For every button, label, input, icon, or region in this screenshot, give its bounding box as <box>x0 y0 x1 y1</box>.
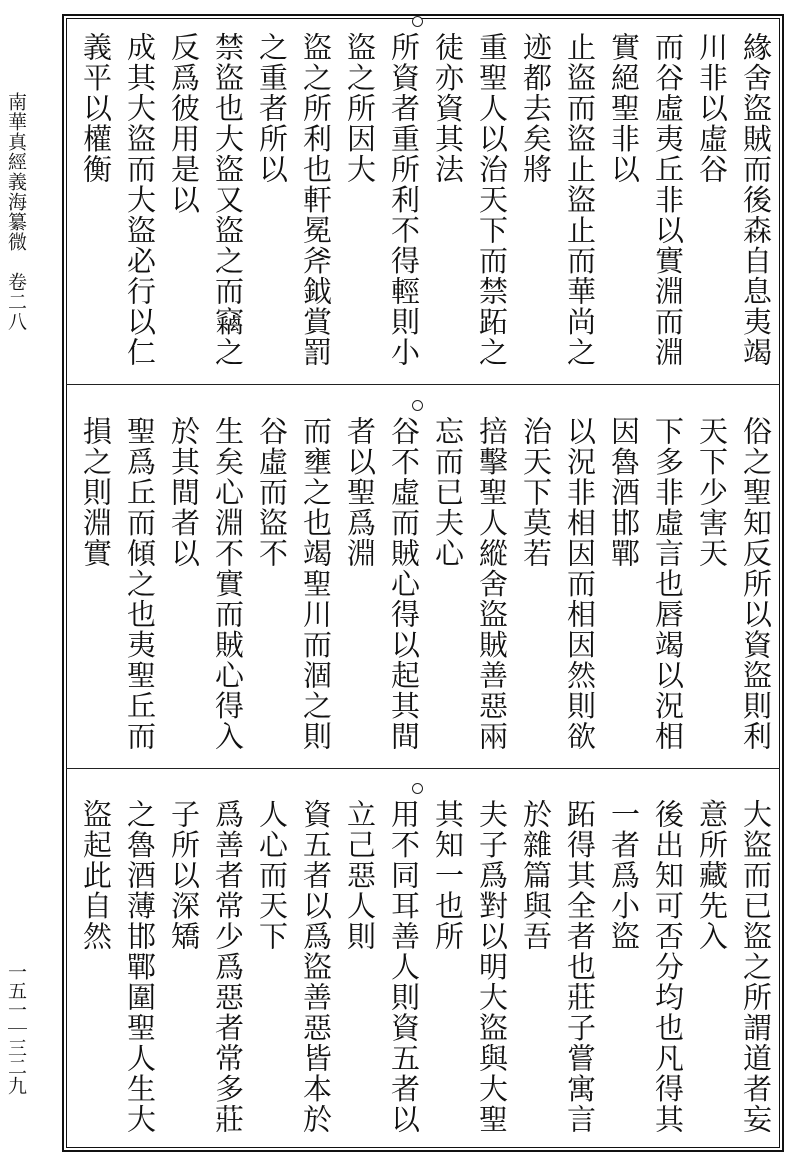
text-column: 盜之所利也軒冕斧鉞賞罰之重者所以 <box>255 32 333 368</box>
text-column: 而壅之也竭聖川而涸之則谷虛而盜不 <box>255 416 333 752</box>
text-column: 跖得其全者也莊子嘗寓言於雜篇與吾 <box>519 799 597 1135</box>
text-column: 谷不虛而賊心得以起其間者以聖爲淵 <box>343 416 421 752</box>
text-column: 緣舍盜賊而後森自息夷竭川非以虛谷 <box>695 32 773 368</box>
text-column: 爲善者常少爲惡者常多莊子所以深矯 <box>167 799 245 1135</box>
text-column: 而谷虛夷丘非以實淵而淵實絕聖非以 <box>607 32 685 368</box>
fold-mark-circle <box>412 783 423 794</box>
text-column: 禁盜也大盜又盜之而竊之反爲彼用是以 <box>167 32 245 368</box>
text-column: 之魯酒薄邯鄲圍聖人生大盜起此自然 <box>79 799 157 1135</box>
text-column: 所資者重所利不得輕則小盜之所因大 <box>343 32 421 368</box>
section-divider <box>66 768 780 769</box>
text-section-3 <box>78 799 778 1149</box>
text-section-1 <box>78 32 778 382</box>
text-column: 重聖人以治天下而禁跖之徒亦資其法 <box>431 32 509 368</box>
text-column: 成其大盜而大盜必行以仁義平以權衡 <box>79 32 157 368</box>
fold-mark-circle <box>412 16 423 27</box>
text-column: 聖爲丘而傾之也夷聖丘而損之則淵實 <box>79 416 157 752</box>
text-column: 下多非虛言也唇竭以況相因魯酒邯鄲 <box>607 416 685 752</box>
page-number-margin: 一五一｜三二九 <box>5 962 27 1095</box>
text-column: 止盜而盜止盜止而華尚之迹都去矣將 <box>519 32 597 368</box>
text-column: 以況非相因而相因然則欲治天下莫若 <box>519 416 597 752</box>
text-column: 資五者以爲盜善惡皆本於人心而天下 <box>255 799 333 1135</box>
text-column: 俗之聖知反所以資盜則利天下少害天 <box>695 416 773 752</box>
text-column: 大盜而已盜之所謂道者妄意所藏先入 <box>695 799 773 1135</box>
section-divider <box>66 384 780 385</box>
text-column: 後出知可否分均也凡得其一者爲小盜 <box>607 799 685 1135</box>
fold-mark-circle <box>412 400 423 411</box>
text-column: 生矣心淵不實而賊心得入於其間者以 <box>167 416 245 752</box>
text-column: 掊擊聖人縱舍盜賊善惡兩忘而已夫心 <box>431 416 509 752</box>
text-column: 用不同耳善人則資五者以立己惡人則 <box>343 799 421 1135</box>
text-section-2 <box>78 416 778 766</box>
text-column: 夫子爲對以明大盜與大聖其知一也所 <box>431 799 509 1135</box>
book-title-margin: 南華真經義海纂微 卷二八 <box>5 92 27 332</box>
